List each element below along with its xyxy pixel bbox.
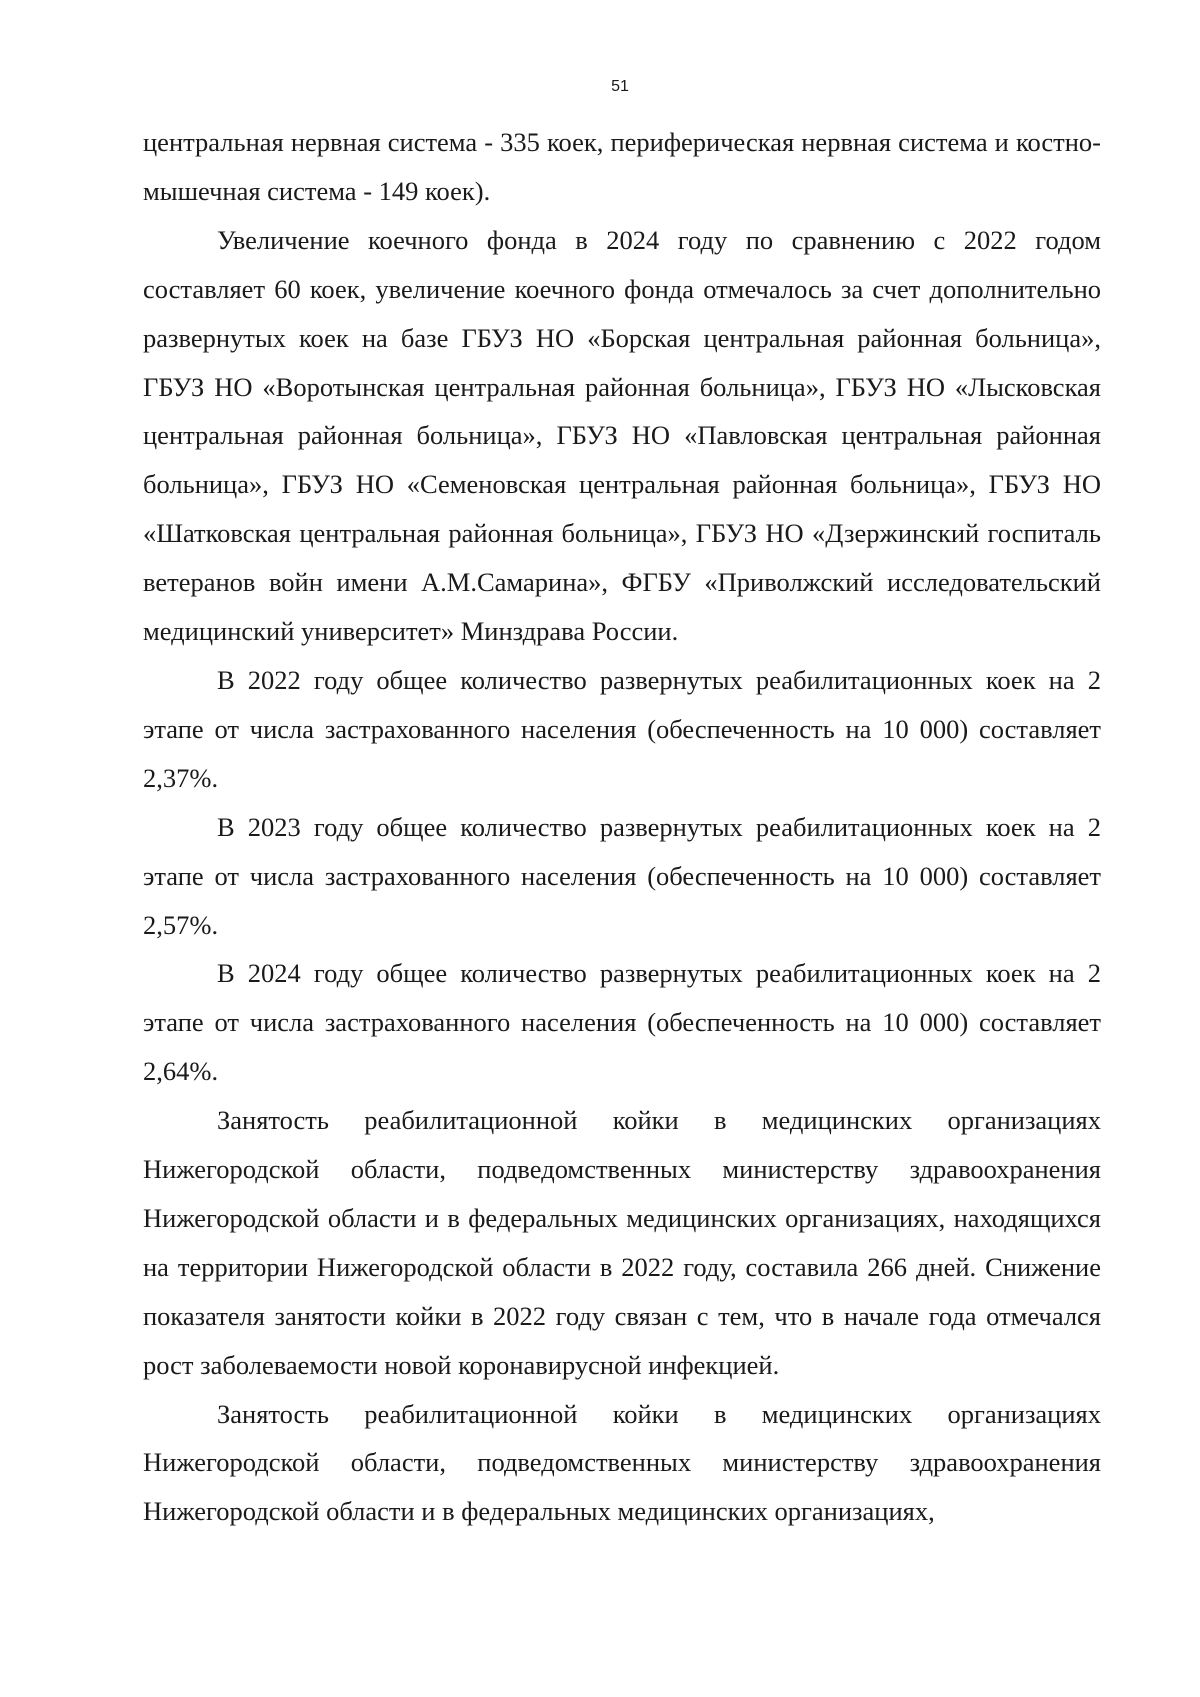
paragraph-bed-fund-increase: Увеличение коечного фонда в 2024 году по сравнению с 2022 годом составляет 60 коек, увеличение коечного фонда отмечалось за счет дополнительно развернутых коек на базе ГБУЗ НО «Борская центральная районная больница», ГБУЗ НО «Воротынская центральная районная больница», ГБУЗ НО «Лысковская центральная районная больница», ГБУЗ НО «Павловская центральная районная больница», ГБУЗ НО «Семеновская центральная районная больница», ГБУЗ НО «Шатковская центральная районная больница», ГБУЗ НО «Дзержинский госпиталь ветеранов войн имени А.М.Самарина», ФГБУ «Приволжский исследовательский медицинский университет» Минздрава России. — [143, 224, 1101, 647]
paragraph-2024-beds: В 2024 году общее количество развернутых реабилитационных коек на 2 этапе от числа застрахованного населения (обеспеченность на 10 000) составляет 2,64%. — [143, 958, 1101, 1087]
document-body — [143, 118, 1101, 1536]
paragraph-occupancy-2022: Занятость реабилитационной койки в медицинских организациях Нижегородской области, подведомственных министерству здравоохранения Нижегородской области и в федеральных медицинских организациях, находящихся на территории Нижегородской области в 2022 году, составила 266 дней. Снижение показателя занятости койки в 2022 году связан с тем, что в начале года отмечался рост заболеваемости новой коронавирусной инфекцией. — [143, 1105, 1101, 1380]
paragraph-occupancy-next: Занятость реабилитационной койки в медицинских организациях Нижегородской области, подведомственных министерству здравоохранения Нижегородской области и в федеральных медицинских организациях, — [143, 1398, 1101, 1527]
paragraph-2023-beds: В 2023 году общее количество развернутых реабилитационных коек на 2 этапе от числа застрахованного населения (обеспеченность на 10 000) составляет 2,57%. — [143, 811, 1101, 940]
page-number: 51 — [611, 78, 629, 95]
paragraph-2022-beds: В 2022 году общее количество развернутых реабилитационных коек на 2 этапе от числа застрахованного населения (обеспеченность на 10 000) составляет 2,37%. — [143, 664, 1101, 793]
paragraph-continuation: центральная нервная система - 335 коек, периферическая нервная система и костно-мышечная система - 149 коек). — [143, 127, 1101, 206]
